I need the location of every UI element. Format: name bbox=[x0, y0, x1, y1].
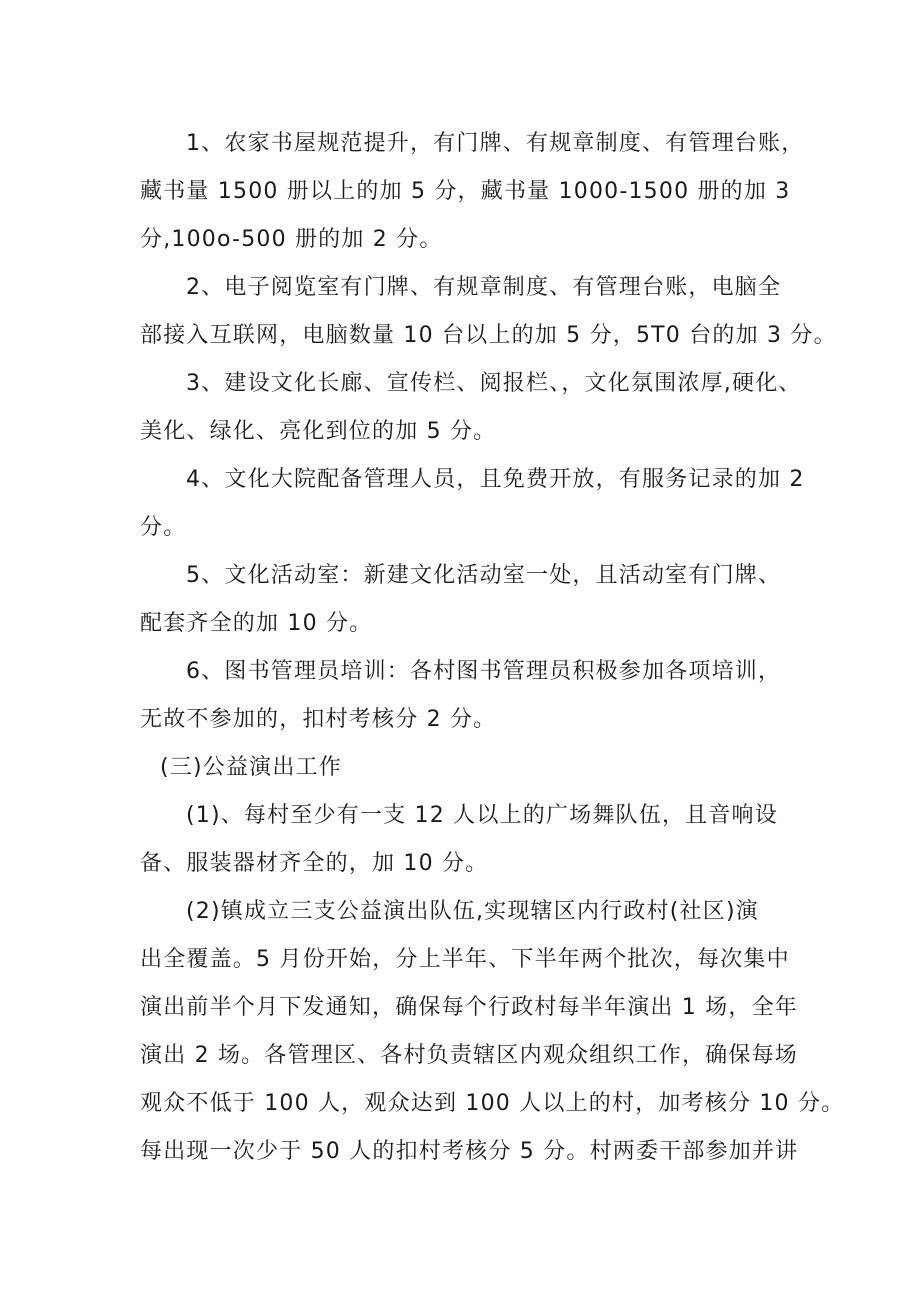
text-line: 出全覆盖。5 月份开始，分上半年、下半年两个批次，每次集中 bbox=[140, 947, 790, 972]
section-heading: (三)公益演出工作 bbox=[160, 755, 342, 780]
text-line: 部接入互联网，电脑数量 10 台以上的加 5 分，5T0 台的加 3 分。 bbox=[140, 323, 837, 348]
text-line: 备、服装器材齐全的，加 10 分。 bbox=[140, 851, 489, 876]
text-line: (1)、每村至少有一支 12 人以上的广场舞队伍，且音响设 bbox=[186, 803, 778, 828]
text-line: (2)镇成立三支公益演出队伍,实现辖区内行政村(社区)演 bbox=[186, 899, 759, 924]
text-line: 演出 2 场。各管理区、各村负责辖区内观众组织工作，确保每场 bbox=[140, 1043, 798, 1068]
text-line: 1、农家书屋规范提升，有门牌、有规章制度、有管理台账， bbox=[186, 131, 805, 156]
text-line: 配套齐全的加 10 分。 bbox=[140, 611, 373, 636]
text-line: 无故不参加的，扣村考核分 2 分。 bbox=[140, 707, 497, 732]
text-line: 6、图书管理员培训：各村图书管理员积极参加各项培训， bbox=[186, 659, 782, 684]
text-line: 分。 bbox=[140, 515, 187, 540]
text-line: 观众不低于 100 人，观众达到 100 人以上的村，加考核分 10 分。 bbox=[140, 1091, 845, 1116]
text-line: 演出前半个月下发通知，确保每个行政村每半年演出 1 场，全年 bbox=[140, 995, 798, 1020]
text-line: 5、文化活动室：新建文化活动室一处，且活动室有门牌、 bbox=[186, 563, 782, 588]
text-line: 3、建设文化长廊、宣传栏、阅报栏、，文化氛围浓厚,硬化、 bbox=[186, 371, 802, 396]
text-line: 分,100o-500 册的加 2 分。 bbox=[140, 227, 443, 252]
text-line: 每出现一次少于 50 人的扣村考核分 5 分。村两委干部参加并讲 bbox=[140, 1139, 799, 1164]
text-line: 2、电子阅览室有门牌、有规章制度、有管理台账，电脑全 bbox=[186, 275, 782, 300]
text-line: 4、文化大院配备管理人员，且免费开放，有服务记录的加 2 bbox=[186, 467, 805, 492]
text-line: 藏书量 1500 册以上的加 5 分，藏书量 1000-1500 册的加 3 bbox=[140, 179, 791, 204]
text-line: 美化、绿化、亮化到位的加 5 分。 bbox=[140, 419, 497, 444]
